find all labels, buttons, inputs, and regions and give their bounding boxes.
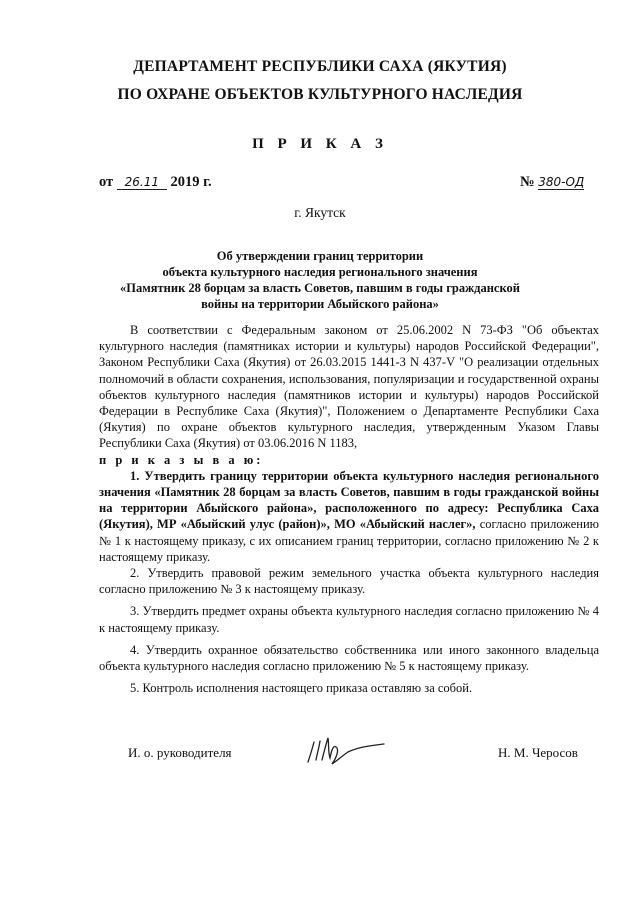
item-1-bold: 1. Утвердить границу территории объекта культурного наследия регионального значения «Памятник 28 борцам за власть Советов, павшим в годы гражданской войны на территории Абыйского района», расположенного по адресу: Республика Саха (Якутия), МР «Абыйский улус (район)», МО «Абыйский наслег», xyxy=(99,468,599,532)
order-title xyxy=(100,248,540,312)
signatory-name: Н. М. Черосов xyxy=(498,745,578,760)
signatory-position: И. о. руководителя xyxy=(128,745,232,760)
signature-image xyxy=(304,730,394,770)
title-line1: Об утверждении границ территории xyxy=(216,249,424,263)
department-header-line1: ДЕПАРТАМЕНТ РЕСПУБЛИКИ САХА (ЯКУТИЯ) xyxy=(133,58,507,75)
handwritten-date: 26.11 xyxy=(117,175,167,190)
order-item-4: 4. Утвердить охранное обязательство собственника или иного законного владельца объекта культурного наследия согласно приложению № 5 к настоящему приказу. xyxy=(99,642,599,674)
order-item-2: 2. Утвердить правовой режим земельного участка объекта культурного наследия согласно приложению № 3 к настоящему приказу. xyxy=(99,566,599,597)
title-line2: объекта культурного наследия регионального значения xyxy=(162,265,478,279)
department-header-line2: ПО ОХРАНЕ ОБЪЕКТОВ КУЛЬТУРНОГО НАСЛЕДИЯ xyxy=(117,86,523,103)
order-number xyxy=(520,174,584,191)
number-prefix: № xyxy=(520,174,535,190)
title-line3: «Памятник 28 борцам за власть Советов, павшим в годы гражданской войны на территории Абыйского района» xyxy=(120,281,520,311)
preamble: В соответствии с Федеральным законом от 25.06.2002 N 73-ФЗ "Об объектах культурного наследия (памятниках истории и культуры) народов Российской Федерации", Законом Республики Саха (Якутия) от 26.03.2015 1441-З N 437-V "О реализации отдельных полномочий в области сохранения, использования, популяризации и государственной охраны объектов культурного наследия (памятников истории и культуры) народов Российской Федерации в Республике Саха (Якутия)", Положением о Департаменте Республики Саха (Якутия) по охране объектов культурного наследия, утвержденным Указом Главы Республики Саха (Якутия) от 03.06.2016 N 1183, xyxy=(99,323,599,451)
order-date xyxy=(99,174,212,191)
order-item-5: 5. Контроль исполнения настоящего приказа оставляю за собой. xyxy=(130,681,473,696)
order-word: п р и к а з ы в а ю: xyxy=(99,452,264,467)
order-body xyxy=(99,322,599,696)
date-year: 2019 г. xyxy=(170,174,212,190)
item-1-rest: согласно приложению № 1 к настоящему приказу, с их описанием границ территории, согласно приложению № 2 к настоящему приказу. xyxy=(99,517,599,564)
order-item-3: 3. Утвердить предмет охраны объекта культурного наследия согласно приложению № 4 к настоящему приказу. xyxy=(99,604,599,635)
date-prefix: от xyxy=(99,174,114,190)
order-item-1 xyxy=(99,468,599,565)
city: г. Якутск xyxy=(294,205,346,220)
handwritten-number: 380-ОД xyxy=(538,175,585,189)
document-type-title: П Р И К А З xyxy=(252,136,388,152)
